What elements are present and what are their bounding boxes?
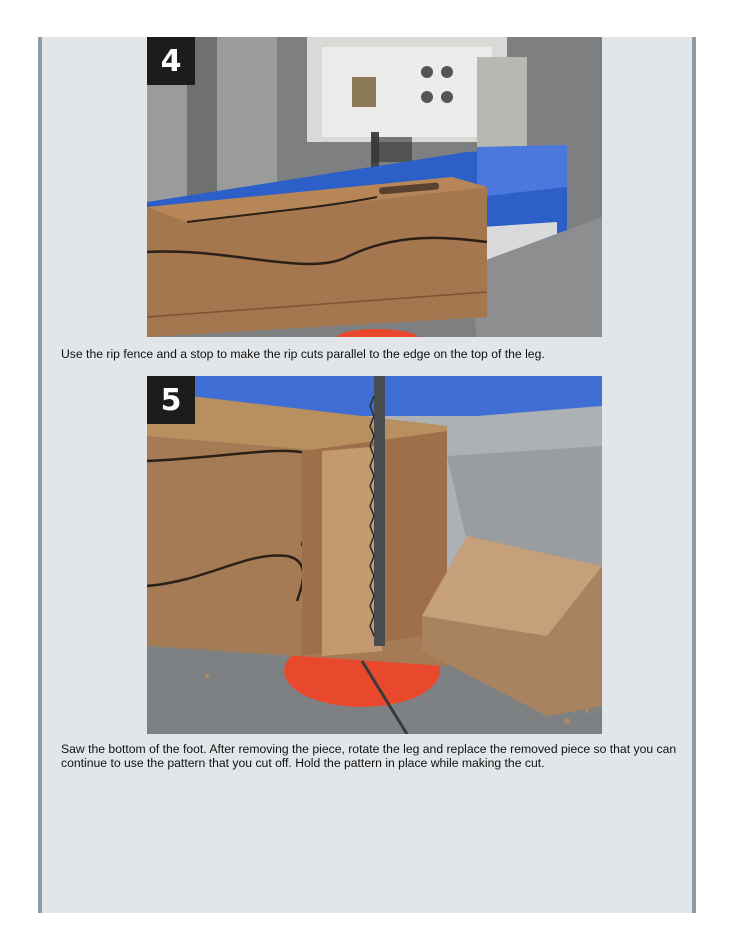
step-4-photo — [147, 37, 602, 337]
document-panel — [38, 37, 696, 913]
bandsaw-foot-cut-image — [147, 376, 602, 734]
step-5-caption: Saw the bottom of the foot. After removing the piece, rotate the leg and replace the removed piece so that you can continue to use the pattern that you cut off. Hold the pattern in place while making the cut. — [61, 742, 677, 770]
step-number-badge: 4 — [147, 37, 195, 85]
step-5-photo — [147, 376, 602, 734]
bandsaw-rip-cut-image — [147, 37, 602, 337]
step-number-badge: 5 — [147, 376, 195, 424]
step-4-caption: Use the rip fence and a stop to make the rip cuts parallel to the edge on the top of the leg. — [61, 347, 545, 361]
